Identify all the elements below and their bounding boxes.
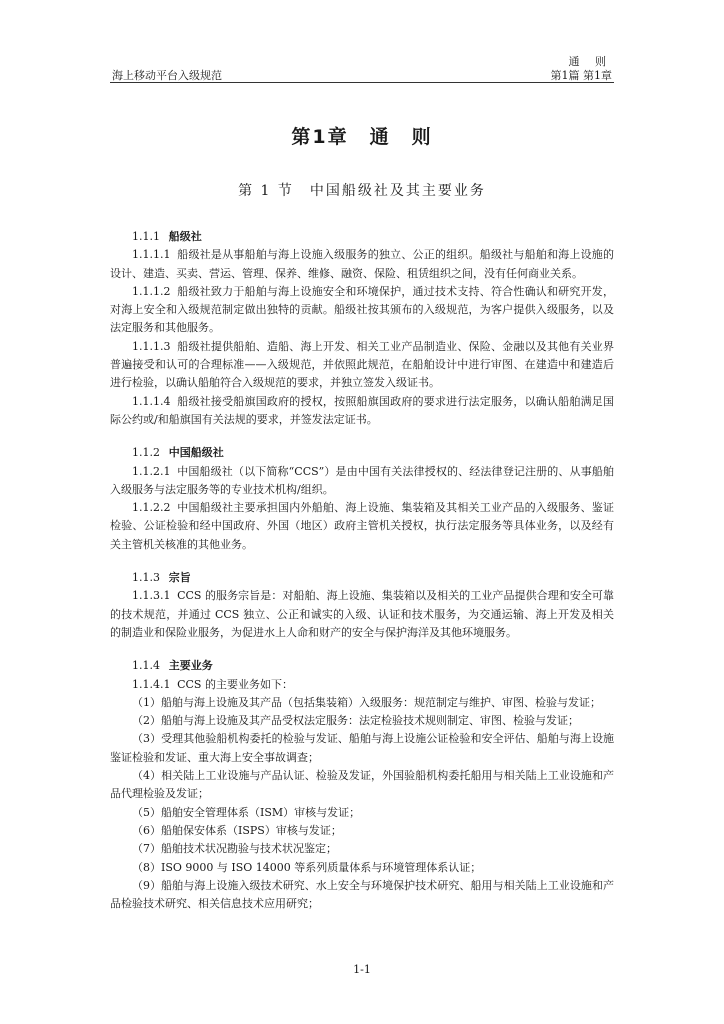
subsection-heading: 1.1.1 船级社 [132,230,202,243]
paragraph: 1.1.2.1 中国船级社（以下简称“CCS”）是由中国有关法律授权的、经法律登记注册的、从事船舶入级服务与法定服务等的专业技术机构/组织。 [110,464,614,496]
list-item: （1）船舶与海上设施及其产品（包括集装箱）入级服务：规范制定与维护、审图、检验与发证； [132,695,601,709]
list-item: （3）受理其他验船机构委托的检验与发证、船舶与海上设施公证检验和安全评估、船舶与海上设施鉴证检验和发证、重大海上安全事故调查； [110,732,614,764]
header-right: 第1篇 第1章 [550,69,612,82]
paragraph: 1.1.1.4 船级社接受船旗国政府的授权，按照船旗国政府的要求进行法定服务，以确认船舶满足国际公约或/和船旗国有关法规的要求，并签发法定证书。 [110,394,614,426]
paragraph: 1.1.4.1 CCS 的主要业务如下： [132,677,293,691]
content [110,228,614,913]
list-item: （9）船舶与海上设施入级技术研究、水上安全与环境保护技术研究、船用与相关陆上工业设施和产品检验技术研究、相关信息技术应用研究； [110,878,614,911]
paragraph: 1.1.2.2 中国船级社主要承担国内外船舶、海上设施、集装箱及其相关工业产品的入级服务、鉴证检验、公证检验和经中国政府、外国（地区）政府主管机关授权，执行法定服务等具体业务，以及经有关主管机关核准的其他业务。 [110,501,614,551]
subsection-heading: 1.1.2 中国船级社 [132,446,224,460]
list-item: （4）相关陆上工业设施与产品认证、检验及发证，外国验船机构委托船用与相关陆上工业设施和产品代理检验及发证； [110,769,614,801]
paragraph: 1.1.1.1 船级社是从事船舶与海上设施入级服务的独立、公正的组织。船级社与船舶和海上设施的设计、建造、买卖、营运、管理、保养、维修、融资、保险、租赁组织之间，没有任何商业关系。 [110,248,614,280]
subsection-heading: 1.1.3 宗旨 [132,571,191,585]
paragraph: 1.1.1.2 船级社致力于船舶与海上设施安全和环境保护，通过技术支持、符合性确认和研究开发，对海上安全和入级规范制定做出独特的贡献。船级社按其颁布的入级规范，为客户提供入级服务，以及法定服务和其他服务。 [110,284,614,335]
paragraph: 1.1.3.1 CCS 的服务宗旨是：对船舶、海上设施、集装箱以及相关的工业产品提供合理和安全可靠的技术规范，并通过 CCS 独立、公正和诚实的入级、认证和技术服务，为交通运输、海上开发及相关的制造业和保险业服务，为促进水上人命和财产的安全与保护海洋及其他环境服务。 [110,589,614,639]
list-item: （2）船舶与海上设施及其产品受权法定服务：法定检验技术规则制定、审图、检验与发证； [132,714,579,728]
subsection-heading: 1.1.4 主要业务 [132,659,213,673]
list-item: （8）ISO 9000 与 ISO 14000 等系列质量体系与环境管理体系认证； [132,860,482,874]
list-item: （6）船舶保安体系（ISPS）审核与发证； [132,823,342,837]
list-item: （7）船舶技术状况勘验与技术状况鉴定； [132,842,337,856]
page-number: 1-1 [353,963,371,976]
header-rule [110,82,614,83]
header-left: 海上移动平台入级规范 [112,69,222,82]
paragraph: 1.1.1.3 船级社提供船舶、造船、海上开发、相关工业产品制造业、保险、金融以及其他有关业界普遍接受和认可的合理标准——入级规范，并依照此规范，在船舶设计中进行审图、在建造中和建造后进行检验，以确认船舶符合入级规范的要求，并独立签发入级证书。 [110,339,614,390]
chapter-title: 第1章 通 则 [291,126,433,148]
section-title: 第 1 节 中国船级社及其主要业务 [238,183,486,199]
list-item: （5）船舶安全管理体系（ISM）审核与发证； [132,805,361,819]
header-right-top: 通 则 [568,55,612,68]
